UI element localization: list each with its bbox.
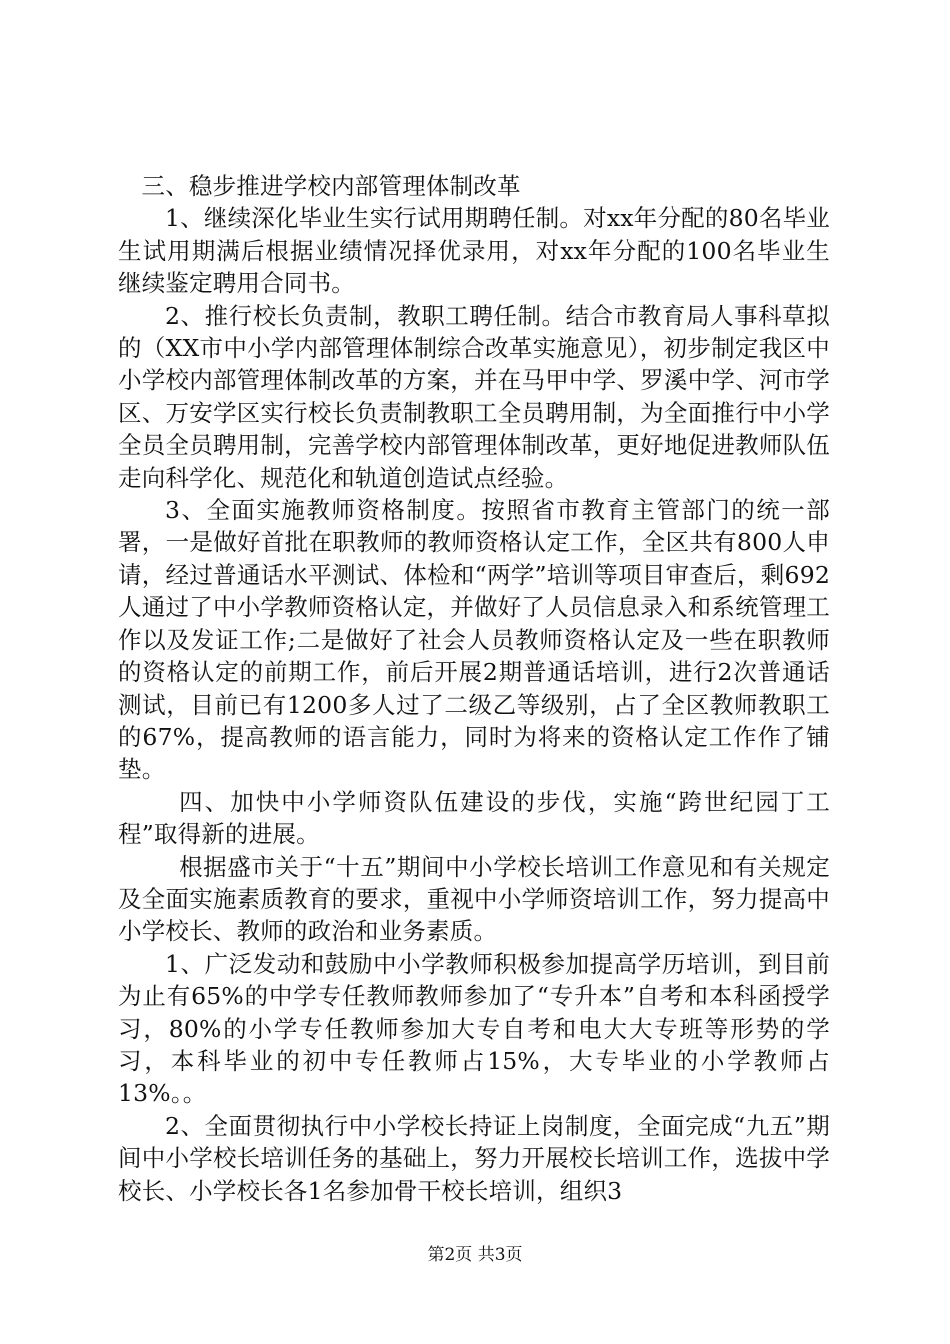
paragraph-training-requirements: 根据盛市关于“十五”期间中小学校长培训工作意见和有关规定及全面实施素质教育的要求，重视中小学师资培训工作，努力提高中小学校长、教师的政治和业务素质。 <box>118 852 830 946</box>
paragraph-principal-responsibility: 2、推行校长负责制，教职工聘任制。结合市教育局人事科草拟的（XX市中小学内部管理体制综合改革实施意见），初步制定我区中小学校内部管理体制改革的方案，并在马甲中学、罗溪中学、河市学区、万安学区实行校长负责制教职工全员聘用制，为全面推行中小学全员全员聘用制，完善学校内部管理体制改革，更好地促进教师队伍走向科学化、规范化和轨道创造试点经验。 <box>118 301 830 492</box>
document-body <box>118 170 830 1207</box>
paragraph-degree-training: 1、广泛发动和鼓励中小学教师积极参加提高学历培训，到目前为止有65%的中学专任教师教师参加了“专升本”自考和本科函授学习，80%的小学专任教师参加大专自考和电大大专班等形势的学习，本科毕业的初中专任教师占15%，大专毕业的小学教师占13%。。 <box>118 949 830 1108</box>
page-number-footer: 第2页 共3页 <box>427 1245 523 1265</box>
paragraph-graduate-probation: 1、继续深化毕业生实行试用期聘任制。对xx年分配的80名毕业生试用期满后根据业绩情况择优录用，对xx年分配的100名毕业生继续鉴定聘用合同书。 <box>118 204 830 298</box>
paragraph-principal-certification: 2、全面贯彻执行中小学校长持证上岗制度，全面完成“九五”期间中小学校长培训任务的基础上，努力开展校长培训工作，选拔中学校长、小学校长各1名参加骨干校长培训，组织3 <box>118 1111 830 1205</box>
paragraph-teacher-qualification: 3、全面实施教师资格制度。按照省市教育主管部门的统一部署，一是做好首批在职教师的教师资格认定工作，全区共有800人申请，经过普通话水平测试、体检和“两学”培训等项目审查后，剩692人通过了中小学教师资格认定，并做好了人员信息录入和系统管理工作以及发证工作;二是做好了社会人员教师资格认定及一些在职教师的资格认定的前期工作，前后开展2期普通话培训，进行2次普通话测试，目前已有1200多人过了二级乙等级别，占了全区教师教职工的67%，提高教师的语言能力，同时为将来的资格认定工作作了铺垫。 <box>118 496 830 784</box>
section-heading-three: 三、稳步推进学校内部管理体制改革 <box>141 172 521 200</box>
section-heading-four: 四、加快中小学师资队伍建设的步伐，实施“跨世纪园丁工程”取得新的进展。 <box>118 787 830 849</box>
